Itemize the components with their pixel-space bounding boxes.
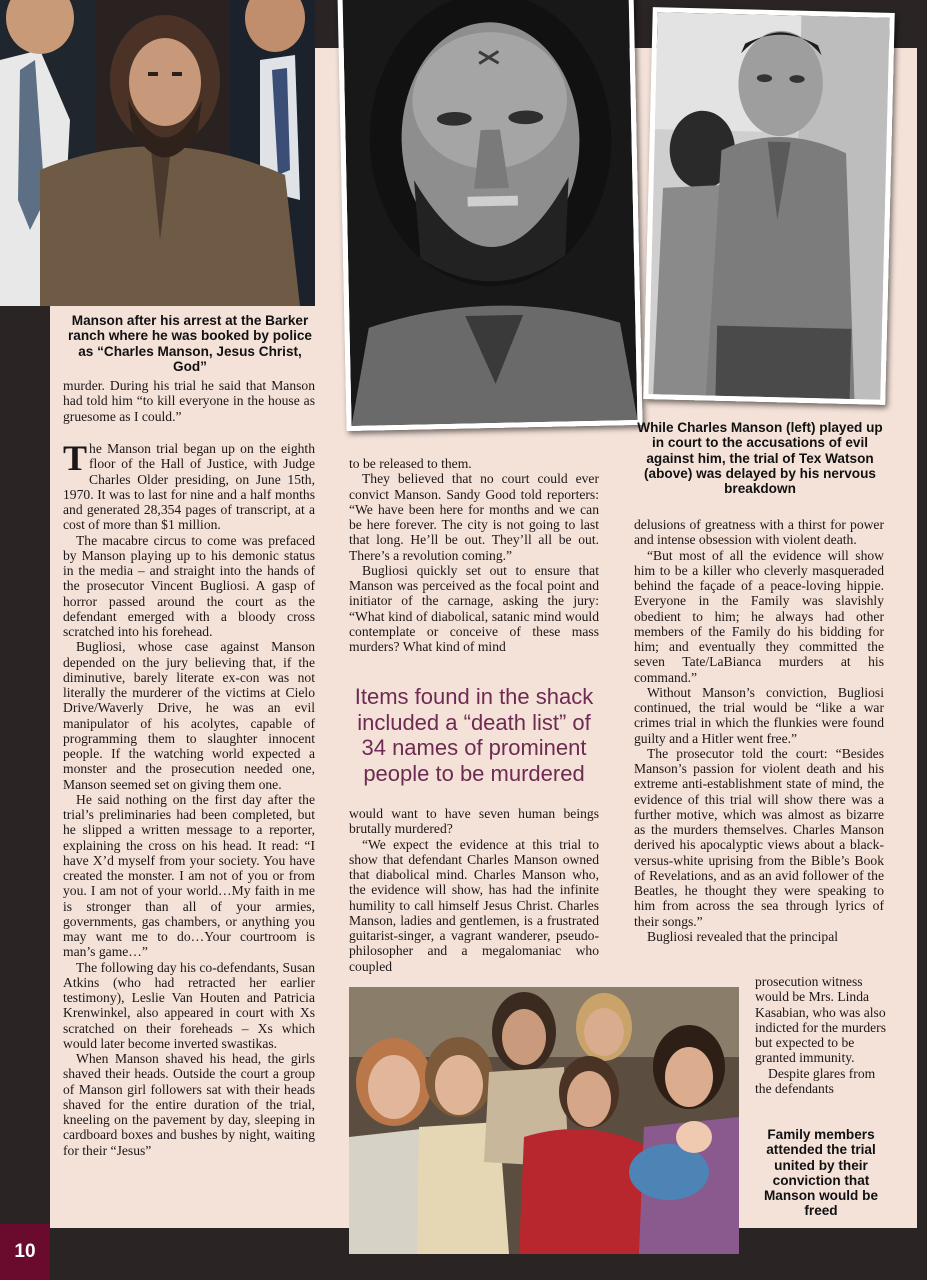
paragraph — [63, 438, 315, 533]
paragraph: to be released to them. — [349, 456, 472, 471]
paragraph: Bugliosi quickly set out to ensure that Manson was perceived as the focal point and initiator of the carnage, asking the jury: “What kind of diabolical, satanic mind would contemplate or conceive of these mass murders? What kind of mind — [349, 562, 599, 654]
column-2-top — [349, 456, 599, 654]
paragraph: The macabre circus to come was prefaced by Manson playing up to his demonic status in the media – and straight into the hands of the prosecutor Vincent Bugliosi. A gasp of horror passed around the court as the defendant emerged with a bloody cross scratched into his forehead. — [63, 532, 315, 639]
paragraph: The prosecutor told the court: “Besides Manson’s passion for violent death and his extreme anti-establishment state of mind, the evidence of this trial will show there was a further motive, which was almost as bizarre as the murders themselves. Charles Manson derived his apocalyptic views about a black-versus-white uprising from the Bible’s Book of Revelations, and as an avid follower of the Beatles, he thought they were speaking to him from across the sea through lyrics of their songs.” — [634, 745, 884, 929]
paragraph-text: he Manson trial began up on the eighth floor of the Hall of Justice, with Judge Charles Older presiding, on June 15th, 1970. It was to last for nine and a half months and generated 28,354 pages of transcript, at a cost of more than $1 million. — [63, 441, 315, 533]
paragraph: He said nothing on the first day after the trial’s preliminaries had been completed, but he slipped a written message to a reporter, explaining the cross on his head. It read: “I have X’d myself from your society. You have created the monster. I am not of you or from you. I am not of your world…My faith in me is stronger than all of your armies, governments, gas chambers, or anything you may want me to do…Your courtroom is man’s game…” — [63, 791, 315, 960]
paragraph: When Manson shaved his head, the girls shaved their heads. Outside the court a group of Manson girl followers sat with their heads shaved for the entire duration of the trial, kneeling on the pavement by day, sleeping in cardboard boxes and bushes by night, waiting for their “Jesus” — [63, 1051, 315, 1158]
column-3-narrow — [755, 974, 887, 1096]
watson-photo — [643, 7, 895, 405]
paragraph: delusions of greatness with a thirst for power and intense obsession with violent death. — [634, 517, 884, 548]
paragraph: The following day his co-defendants, Susan Atkins (who had retracted her earlier testimony), Leslie Van Houten and Patricia Krenwinkel, also appeared in court with Xs scratched on their foreheads – Xs which would later become inverted swastikas. — [63, 959, 315, 1051]
arrest-caption: Manson after his arrest at the Barker ranch where he was booked by police as “Charles Manson, Jesus Christ, God” — [67, 313, 312, 374]
paragraph: Despite glares from the defendants — [755, 1065, 876, 1096]
paragraph: murder. During his trial he said that Manson had told him “to kill everyone in the house as gruesome as I could.” — [63, 378, 315, 424]
paragraph: “But most of all the evidence will show him to be a killer who cleverly masqueraded behind the façade of a peace-loving hippie. Everyone in the Family was slavishly obedient to him; he always had other members of the Family do his bidding for him; and eventually they committed the seven Tate/LaBianca murders at his command.” — [634, 547, 884, 685]
pull-quote: Items found in the shack included a “death list” of 34 names of prominent people to be murdered — [354, 684, 594, 786]
page-number: 10 — [0, 1224, 50, 1280]
drop-cap: T — [63, 438, 88, 478]
column-3 — [634, 517, 884, 944]
paragraph: would want to have seven human beings brutally murdered? — [349, 806, 599, 837]
paragraph: prosecution witness would be Mrs. Linda Kasabian, who was also indicted for the murders but expected to be granted immunity. — [755, 974, 886, 1066]
right-border — [917, 48, 927, 1228]
column-1 — [63, 438, 315, 1158]
paragraph: Without Manson’s conviction, Bugliosi continued, the trial would be “like a war crimes trial in which the flunkies were found guilty and a Hitler went free.” — [634, 684, 884, 746]
paragraph: Bugliosi, whose case against Manson depended on the jury believing that, if the diminutive, barely literate ex-con was not literally the murderer of the victims at Cielo Drive/Waverly Drive, he was an evil manipulator of his acolytes, capable of programming them to slaughter innocent people. If the watching world expected a monster and the prosecution needed one, Manson seemed set on giving them one. — [63, 639, 315, 792]
family-photo — [349, 987, 739, 1254]
paragraph: They believed that no court could ever convict Manson. Sandy Good told reporters: “We have been here for months and we can be here forever. The city is not going to last that long. He’ll be out. They’ll all be out. There’s a revolution coming.” — [349, 471, 599, 563]
watson-caption: While Charles Manson (left) played up in court to the accusations of evil against him, the trial of Tex Watson (above) was delayed by his nervous breakdown — [637, 420, 883, 497]
portrait-photo — [337, 0, 642, 431]
arrest-photo — [0, 0, 315, 306]
paragraph: “We expect the evidence at this trial to show that defendant Charles Manson owned that diabolical mind. Charles Manson who, the evidence will show, has had the infinite humility to call himself Jesus Christ. Charles Manson, ladies and gentlemen, is a frustrated guitarist-singer, a vagrant wanderer, pseudo-philosopher and a megalomaniac who coupled — [349, 836, 599, 974]
column-1-top — [63, 378, 315, 424]
family-caption: Family members attended the trial united by their conviction that Manson would be freed — [763, 1127, 879, 1219]
paragraph: Bugliosi revealed that the principal — [647, 928, 839, 944]
column-2-bottom — [349, 806, 599, 974]
